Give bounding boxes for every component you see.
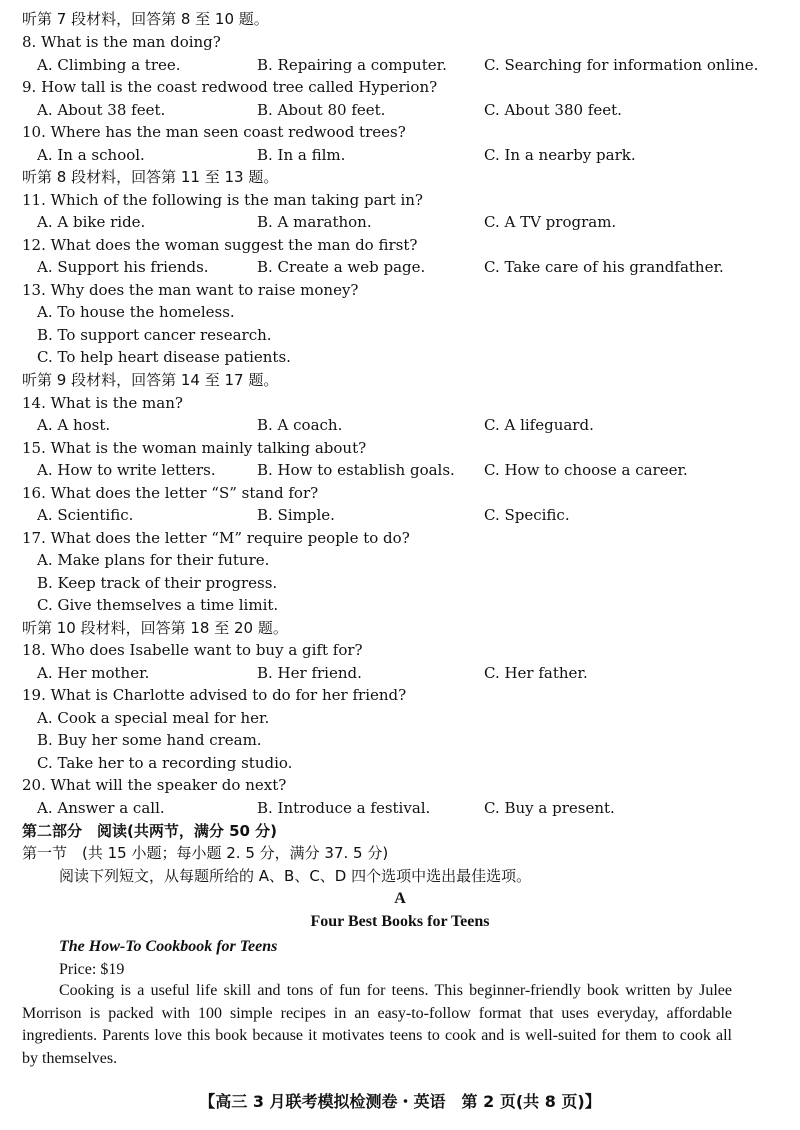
option-a: A. Answer a call.	[37, 799, 165, 817]
option-c: C. Take care of his grandfather.	[484, 258, 724, 276]
instruction-text: 阅读下列短文，从每题所给的 A、B、C、D 四个选项中选出最佳选项。	[59, 867, 532, 885]
option-b: B. About 80 feet.	[257, 101, 386, 119]
question-text: 19. What is Charlotte advised to do for her friend?	[22, 686, 407, 704]
option-c: C. How to choose a career.	[484, 461, 688, 479]
section-heading: 听第 8 段材料，回答第 11 至 13 题。	[22, 168, 279, 186]
option-a: A. A bike ride.	[37, 213, 146, 231]
part-title: 第二部分 阅读(共两节，满分 50 分)	[22, 822, 278, 840]
option-c: C. Searching for information online.	[484, 56, 759, 74]
option-a: A. Her mother.	[37, 664, 150, 682]
option-c: C. A lifeguard.	[484, 416, 594, 434]
question-text: 10. Where has the man seen coast redwood trees?	[22, 123, 406, 141]
paragraph: Cooking is a useful life skill and tons of fun for teens. This beginner-friendly book written by Julee Morrison is packed with 100 simple recipes in an easy-to-follow format that uses everyday, affordable ingredients. Parents love this book because it motivates teens to cook and is well-suited for them to cook all by themselves.	[22, 982, 732, 1067]
option-b: B. In a film.	[257, 146, 346, 164]
option-a: A. A host.	[37, 416, 111, 434]
option-b: B. Her friend.	[257, 664, 362, 682]
option-c: C. A TV program.	[484, 213, 617, 231]
question-text: 11. Which of the following is the man taking part in?	[22, 191, 423, 209]
option-a: A. In a school.	[37, 146, 145, 164]
passage-letter: A	[394, 890, 406, 907]
option-c: C. Her father.	[484, 664, 588, 682]
option-a: A. About 38 feet.	[37, 101, 166, 119]
option-a: A. Cook a special meal for her.	[37, 709, 270, 727]
question-text: 14. What is the man?	[22, 394, 183, 412]
option-a: A. To house the homeless.	[37, 303, 235, 321]
section-heading: 听第 7 段材料，回答第 8 至 10 题。	[22, 10, 269, 28]
option-b: B. A marathon.	[257, 213, 372, 231]
page-footer: 【高三 3 月联考模拟检测卷・英语 第 2 页(共 8 页)】	[199, 1092, 601, 1111]
question-text: 13. Why does the man want to raise money?	[22, 281, 359, 299]
option-c: C. Take her to a recording studio.	[37, 754, 293, 772]
option-a: A. Make plans for their future.	[37, 551, 270, 569]
option-a: A. Support his friends.	[37, 258, 209, 276]
option-a: A. How to write letters.	[37, 461, 216, 479]
question-text: 20. What will the speaker do next?	[22, 776, 287, 794]
option-a: A. Scientific.	[37, 506, 134, 524]
section-title: 第一节 (共 15 小题；每小题 2. 5 分，满分 37. 5 分)	[22, 844, 389, 862]
option-b: B. Simple.	[257, 506, 335, 524]
option-b: B. Introduce a festival.	[257, 799, 431, 817]
passage-title: Four Best Books for Teens	[310, 913, 490, 930]
option-b: B. Buy her some hand cream.	[37, 731, 262, 749]
option-c: C. To help heart disease patients.	[37, 348, 291, 366]
book-title: The How-To Cookbook for Teens	[59, 938, 278, 955]
question-text: 18. Who does Isabelle want to buy a gift for?	[22, 641, 363, 659]
option-b: B. A coach.	[257, 416, 343, 434]
option-b: B. How to establish goals.	[257, 461, 455, 479]
option-b: B. To support cancer research.	[37, 326, 272, 344]
book-price: Price: $19	[59, 961, 125, 978]
passage-body	[22, 980, 732, 1070]
question-text: 16. What does the letter “S” stand for?	[22, 484, 319, 502]
option-c: C. Buy a present.	[484, 799, 615, 817]
question-text: 8. What is the man doing?	[22, 33, 221, 51]
option-a: A. Climbing a tree.	[37, 56, 181, 74]
option-c: C. In a nearby park.	[484, 146, 636, 164]
option-b: B. Keep track of their progress.	[37, 574, 278, 592]
option-b: B. Repairing a computer.	[257, 56, 447, 74]
question-text: 17. What does the letter “M” require people to do?	[22, 529, 410, 547]
question-text: 15. What is the woman mainly talking about?	[22, 439, 367, 457]
option-b: B. Create a web page.	[257, 258, 426, 276]
section-heading: 听第 10 段材料，回答第 18 至 20 题。	[22, 619, 288, 637]
option-c: C. About 380 feet.	[484, 101, 622, 119]
section-heading: 听第 9 段材料，回答第 14 至 17 题。	[22, 371, 279, 389]
question-text: 9. How tall is the coast redwood tree called Hyperion?	[22, 78, 438, 96]
question-text: 12. What does the woman suggest the man do first?	[22, 236, 418, 254]
option-c: C. Give themselves a time limit.	[37, 596, 279, 614]
option-c: C. Specific.	[484, 506, 570, 524]
